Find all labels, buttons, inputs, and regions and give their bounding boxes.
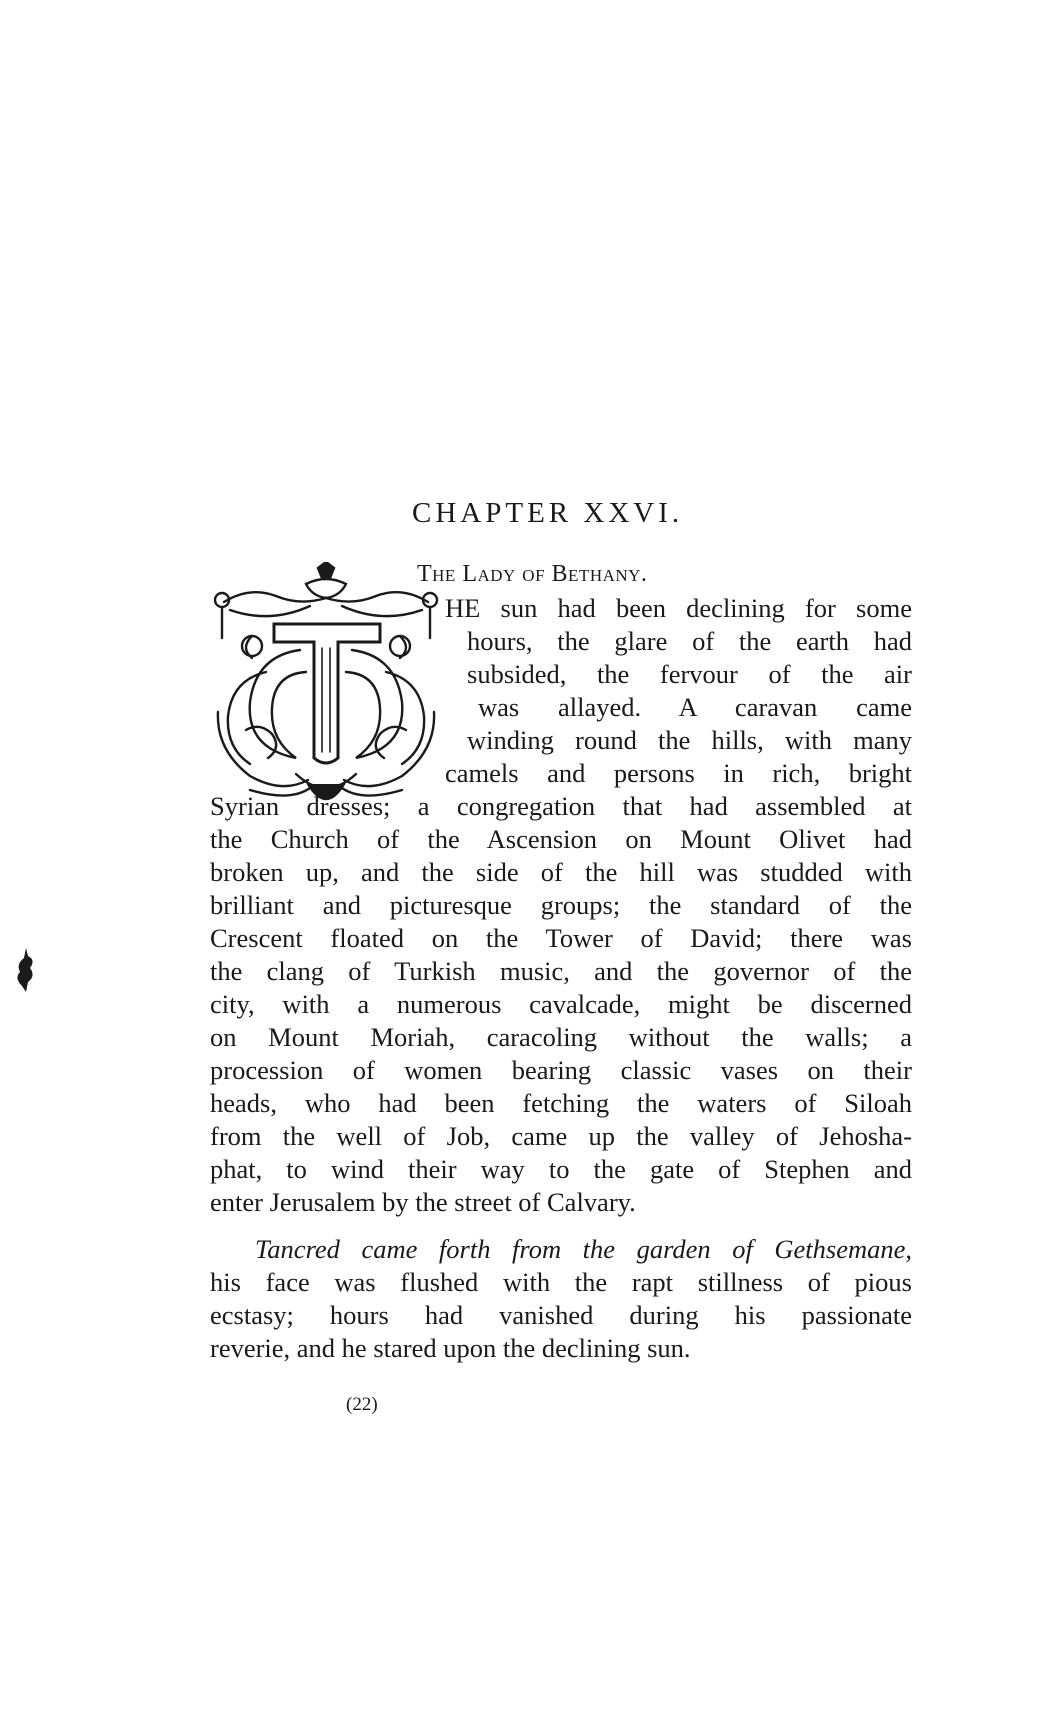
- text-line: was allayed. A caravan came: [478, 692, 912, 722]
- chapter-subtitle: The Lady of Bethany.: [417, 561, 648, 587]
- text-line: broken up, and the side of the hill was studded with: [210, 857, 912, 887]
- ornamental-initial-t-icon: [210, 562, 442, 814]
- text-line: the Church of the Ascension on Mount Olivet had: [210, 824, 912, 854]
- text-line: camels and persons in rich, bright: [445, 758, 912, 788]
- text-line: Tancred came forth from the garden of Gethsemane,: [255, 1234, 912, 1264]
- text-line: subsided, the fervour of the air: [467, 659, 912, 689]
- page-number: (22): [346, 1394, 378, 1415]
- text-line: brilliant and picturesque groups; the standard of the: [210, 890, 912, 920]
- text-line: procession of women bearing classic vases on their: [210, 1055, 912, 1085]
- text-line: Crescent floated on the Tower of David; there was: [210, 923, 912, 953]
- text-line: city, with a numerous cavalcade, might be discerned: [210, 989, 912, 1019]
- margin-ornament-icon: [12, 946, 38, 994]
- text-line: Syrian dresses; a congregation that had assembled at: [210, 791, 912, 821]
- text-line: enter Jerusalem by the street of Calvary.: [210, 1187, 636, 1217]
- text-line: ecstasy; hours had vanished during his passionate: [210, 1300, 912, 1330]
- text-line: reverie, and he stared upon the declining sun.: [210, 1333, 691, 1363]
- chapter-heading: CHAPTER XXVI.: [412, 497, 684, 529]
- text-line: winding round the hills, with many: [467, 725, 912, 755]
- text-line: hours, the glare of the earth had: [467, 626, 912, 656]
- text-line: from the well of Job, came up the valley of Jehosha-: [210, 1121, 912, 1151]
- text-line: his face was flushed with the rapt stillness of pious: [210, 1267, 912, 1297]
- text-line: the clang of Turkish music, and the governor of the: [210, 956, 912, 986]
- text-line: heads, who had been fetching the waters of Siloah: [210, 1088, 912, 1118]
- text-line: phat, to wind their way to the gate of Stephen and: [210, 1154, 912, 1184]
- text-line: on Mount Moriah, caracoling without the walls; a: [210, 1022, 912, 1052]
- text-line: HE sun had been declining for some: [445, 593, 912, 623]
